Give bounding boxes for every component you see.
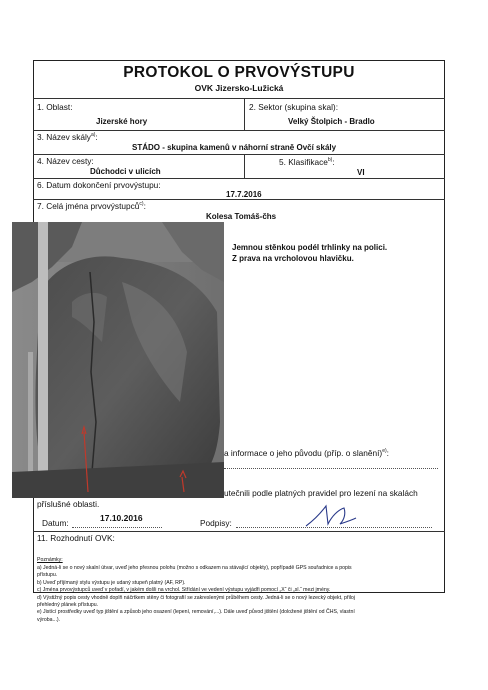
rozhodnuti-label: 11. Rozhodnutí OVK: [37,533,115,543]
notes-list [37,565,355,624]
prohlaseni-line-1: utečnili podle platných pravidel pro lezení na skalách [224,488,418,498]
datum-label: Datum: [42,518,69,528]
note-line: c) Jména prvovýstupců uveď v pořadí, v jakém došli na vrchol. Střídání ve vedení výstupu vyjádři pomocí „X“ či „sl.“ mezi jmény. [37,587,331,594]
jmena-value: Kolesa Tomáš-čhs [206,212,277,221]
oblast-value: Jizerské hory [96,117,148,126]
jmena-label: 7. Celá jména prvovýstupců$^{c)}$: [37,201,146,211]
page-subtitle: OVK Jizersko-Lužická [194,83,284,93]
divider-row-4 [33,178,445,179]
notes-heading: Poznámky: [37,557,63,563]
nazev-skaly-value: STÁDO - skupina kamenů v náhorní straně Ovčí skály [132,143,337,152]
popis-line-2: Z prava na vrcholovou hlavičku. [232,254,354,263]
note-line: d) Výstižný popis cesty vhodně doplň náčrtkem stěny či fotografií se zakreslenými průběhem cesty. Jedná-li se o nový lezecký objekt, přiloj [37,594,355,601]
nazev-cesty-label: 4. Název cesty: [37,156,94,166]
rock-photo [12,222,224,498]
klasifikace-value: VI [357,168,365,177]
note-line: a) Jedná-li se o nový skalní útvar, uveď jeho přesnou polohu (možno s odkazem na stávající objekty), popřípadě GPS souřadnice a popis [37,565,352,571]
sektor-label: 2. Sektor (skupina skal): [249,102,338,112]
note-line: b) Uveď příjímaný stylu výstupu je udaný stupeň platný (AF, RP). [37,579,186,586]
podpisy-label: Podpisy: [200,518,232,528]
datum-value: 17.10.2016 [100,513,143,523]
note-line: e) Jistící prostředky uveď typ jištění a způsob jeho osazení (lepení, remování,...). Dále uveď původ jištění (doložené jištění od ČHS, vlastní [37,609,355,616]
datum-dotted-line [72,527,162,528]
nazev-cesty-value: Důchodci v ulicích [90,167,161,176]
divider-row-6 [33,199,445,200]
prohlaseni-line-2: příslušné oblasti. [37,499,100,509]
signature [300,498,360,530]
popis-line-1: Jemnou stěnkou podél trhlinky na polici. [232,243,388,252]
divider-header [33,98,445,99]
divider-row-10 [33,531,445,532]
note-line: přehledný plánek přístupu. [37,602,99,609]
klasifikace-label: 5. Klasifikace$^{b)}$: [279,157,335,167]
note-line: přístupu. [37,572,58,579]
info-dotted-line [224,468,438,469]
divider-col-1-2 [244,98,245,130]
info-puvod-text: a informace o jeho původu (příp. o slanění)$^{e)}$: [224,448,389,458]
oblast-label: 1. Oblast: [37,102,73,112]
datum-dokonceni-value: 17.7.2016 [226,190,262,199]
note-line: výroba...). [37,616,61,623]
datum-dokonceni-label: 6. Datum dokončení prvovýstupu: [37,180,161,190]
sektor-value: Velký Štolpich - Bradlo [288,117,375,126]
divider-row-1 [33,130,445,131]
page-title: PROTOKOL O PRVOVÝSTUPU [123,64,355,81]
divider-col-4-5 [244,154,245,178]
nazev-skaly-label: 3. Název skály$^{a)}$: [37,132,98,142]
divider-row-3 [33,154,445,155]
